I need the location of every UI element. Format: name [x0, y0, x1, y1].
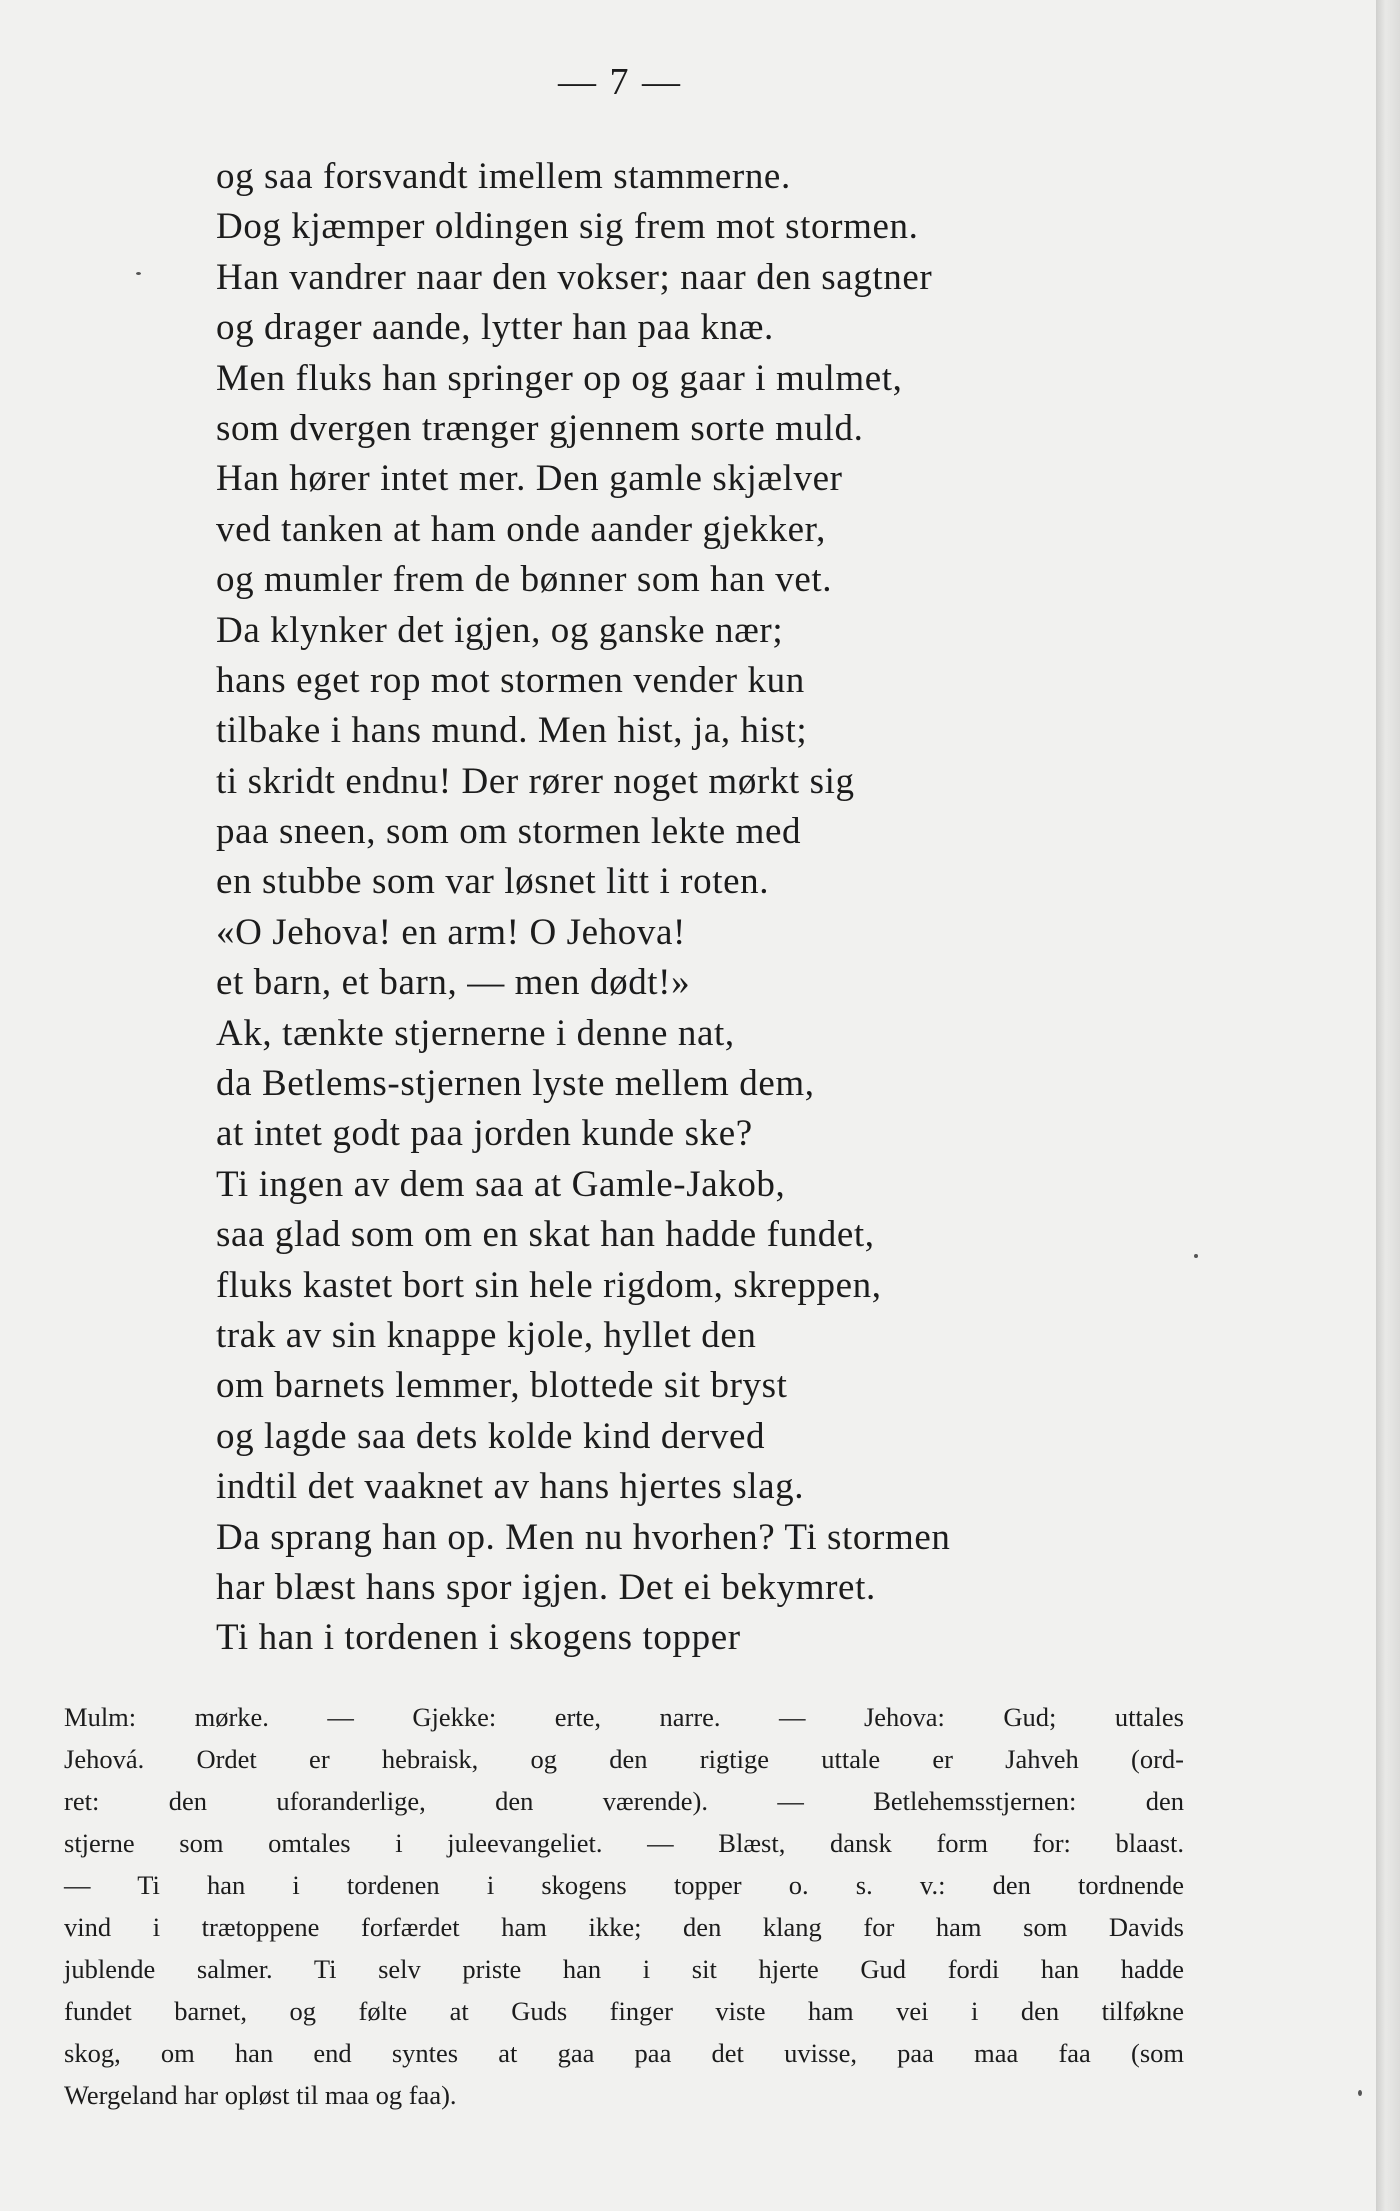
poem-line: og mumler frem de bønner som han vet.: [216, 559, 833, 601]
poem-line: Da sprang han op. Men nu hvorhen? Ti stormen: [216, 1516, 951, 1558]
footnote-line: — Ti han i tordenen i skogens topper o. s. v.: den tordnende: [64, 1870, 1184, 1900]
poem-line: og lagde saa dets kolde kind derved: [216, 1415, 766, 1457]
poem-line: Men fluks han springer op og gaar i mulmet,: [216, 357, 903, 399]
poem-line: og saa forsvandt imellem stammerne.: [216, 156, 791, 197]
poem-line: da Betlems-stjernen lyste mellem dem,: [216, 1063, 815, 1105]
poem-line: og drager aande, lytter han paa knæ.: [216, 307, 774, 349]
poem-line: om barnets lemmer, blottede sit bryst: [216, 1365, 788, 1407]
poem-line: som dvergen trænger gjennem sorte muld.: [216, 407, 864, 449]
poem-line: fluks kastet bort sin hele rigdom, skreppen,: [216, 1264, 882, 1306]
poem-line: Ti han i tordenen i skogens topper: [216, 1617, 741, 1659]
poem-line: «O Jehova! en arm! O Jehova!: [216, 911, 686, 953]
poem-line: tilbake i hans mund. Men hist, ja, hist;: [216, 710, 808, 752]
poem-line: trak av sin knappe kjole, hyllet den: [216, 1314, 757, 1356]
poem-line: Ti ingen av dem saa at Gamle-Jakob,: [216, 1163, 786, 1205]
footnote-line: jublende salmer. Ti selv priste han i sit hjerte Gud fordi han hadde: [64, 1954, 1184, 1984]
footnote-line: vind i trætoppene forfærdet ham ikke; den klang for ham som Davids: [64, 1912, 1184, 1942]
poem-line: indtil det vaaknet av hans hjertes slag.: [216, 1466, 805, 1508]
footnote-line: ret: den uforanderlige, den værende). — Betlehemsstjernen: den: [64, 1786, 1184, 1816]
footnote-line: Mulm: mørke. — Gjekke: erte, narre. — Jehova: Gud; uttales: [64, 1702, 1184, 1732]
poem-line: en stubbe som var løsnet litt i roten.: [216, 861, 770, 903]
print-speck: [1194, 1254, 1198, 1258]
poem-line: Ak, tænkte stjernerne i denne nat,: [216, 1012, 735, 1054]
poem-line: at intet godt paa jorden kunde ske?: [216, 1113, 753, 1155]
poem-line: saa glad som om en skat han hadde fundet,: [216, 1214, 875, 1256]
footnote-line: fundet barnet, og følte at Guds finger viste ham vei i den tilføkne: [64, 1996, 1184, 2026]
poem-line: et barn, et barn, — men dødt!»: [216, 962, 691, 1004]
poem-line: Han hører intet mer. Den gamle skjælver: [216, 458, 843, 500]
poem-line: ved tanken at ham onde aander gjekker,: [216, 508, 826, 550]
footnote-line: Jehová. Ordet er hebraisk, og den rigtige uttale er Jahveh (ord-: [64, 1744, 1184, 1774]
poem-line: ti skridt endnu! Der rører noget mørkt sig: [216, 760, 855, 802]
footnotes: [64, 1696, 1184, 2116]
poem-line: paa sneen, som om stormen lekte med: [216, 811, 802, 853]
footnote-line: Wergeland har opløst til maa og faa).: [64, 2080, 457, 2110]
print-speck: [136, 272, 141, 275]
footnote-line: skog, om han end syntes at gaa paa det uvisse, paa maa faa (som: [64, 2038, 1184, 2068]
print-speck: [1358, 2090, 1362, 2096]
page-number: — 7 —: [558, 61, 682, 103]
footnote-line: stjerne som omtales i juleevangeliet. — Blæst, dansk form for: blaast.: [64, 1828, 1184, 1858]
page-edge: [1376, 0, 1400, 2211]
poem-line: Han vandrer naar den vokser; naar den sagtner: [216, 256, 933, 298]
poem-line: Dog kjæmper oldingen sig frem mot stormen.: [216, 206, 919, 248]
poem-text: [216, 152, 1216, 1664]
poem-line: har blæst hans spor igjen. Det ei bekymret.: [216, 1566, 876, 1608]
poem-line: Da klynker det igjen, og ganske nær;: [216, 609, 784, 651]
poem-line: hans eget rop mot stormen vender kun: [216, 659, 805, 701]
